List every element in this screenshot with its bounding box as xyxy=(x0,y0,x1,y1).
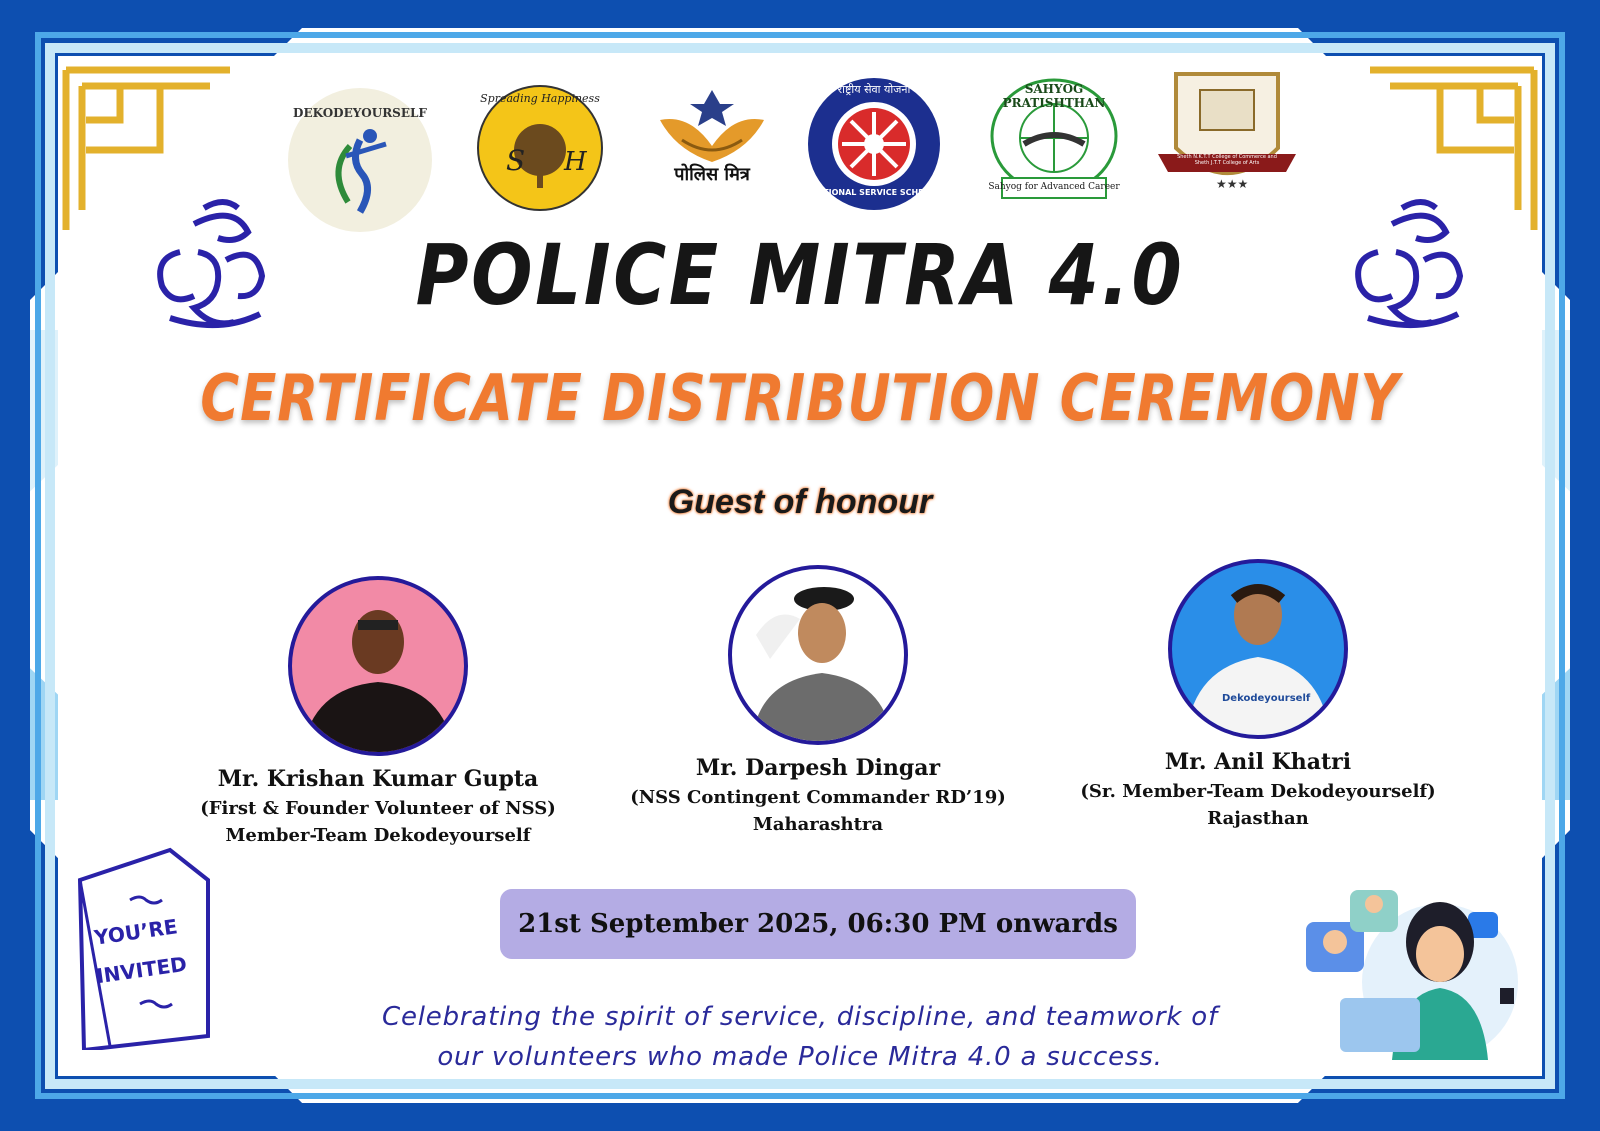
guest-role-2: (NSS Contingent Commander RD’19) xyxy=(630,787,1006,808)
event-date-text: 21st September 2025, 06:30 PM onwards xyxy=(518,909,1118,939)
svg-text:★★★: ★★★ xyxy=(1216,177,1249,191)
police-mitra-logo-text: पोलिस मित्र xyxy=(674,164,750,185)
nss-logo-english-text: NATIONAL SERVICE SCHEME xyxy=(810,188,938,197)
invited-line-1: YOU’RE xyxy=(92,914,179,950)
nss-logo xyxy=(806,76,942,212)
tagline-line-1: Celebrating the spirit of service, discipline, and teamwork of xyxy=(382,1002,1218,1032)
shirt-logo-text: Dekodeyourself xyxy=(1222,693,1311,704)
event-date-pill xyxy=(500,889,1136,959)
college-crest-text: Sheth N.K.T.T College of Commerce and Sheth J.T.T College of Arts xyxy=(1177,154,1277,166)
guest-card-1 xyxy=(138,576,618,846)
guest-photo-3 xyxy=(1168,559,1348,739)
guest-region-1: Member-Team Dekodeyourself xyxy=(225,825,531,846)
dekodeyourself-logo-text: DEKODEYOURSELF xyxy=(293,106,427,120)
guest-name-3: Mr. Anil Khatri xyxy=(1164,749,1352,775)
sahyog-pratishthan-logo xyxy=(986,78,1122,202)
guest-role-3: (Sr. Member-Team Dekodeyourself) xyxy=(1080,781,1436,802)
guest-photo-1 xyxy=(288,576,468,756)
spreading-happiness-logo xyxy=(476,84,604,212)
event-title: POLICE MITRA 4.0 xyxy=(415,226,1185,324)
invitation-card-icon xyxy=(70,840,220,1050)
spreading-happiness-logo-text: Spreading Happiness xyxy=(480,92,600,105)
tagline xyxy=(240,997,1360,1077)
guest-name-2: Mr. Darpesh Dingar xyxy=(695,755,941,781)
svg-text:S: S xyxy=(506,144,526,177)
dekodeyourself-logo xyxy=(286,86,434,234)
svg-text:H: H xyxy=(564,147,587,177)
tagline-line-2: our volunteers who made Police Mitra 4.0 a success. xyxy=(437,1042,1163,1072)
event-subtitle: CERTIFICATE DISTRIBUTION CEREMONY xyxy=(200,362,1400,436)
college-crest-logo xyxy=(1156,68,1298,198)
guest-region-2: Maharashtra xyxy=(752,814,884,835)
video-call-illustration xyxy=(1300,872,1540,1060)
guest-card-3 xyxy=(1018,559,1498,829)
guest-region-3: Rajasthan xyxy=(1207,808,1309,829)
police-mitra-logo xyxy=(652,70,772,202)
sahyog-logo-tagline: Sahyog for Advanced Career xyxy=(988,182,1120,192)
nss-logo-hindi-text: राष्ट्रीय सेवा योजना xyxy=(837,83,911,96)
guest-role-1: (First & Founder Volunteer of NSS) xyxy=(200,798,556,819)
guest-name-1: Mr. Krishan Kumar Gupta xyxy=(217,766,539,792)
invited-line-2: INVITED xyxy=(94,951,189,989)
guest-photo-2 xyxy=(728,565,908,745)
guest-heading: Guest of honour xyxy=(667,483,933,521)
guest-card-2 xyxy=(578,565,1058,835)
sahyog-logo-text: SAHYOG PRATISHTHAN xyxy=(1002,82,1106,110)
